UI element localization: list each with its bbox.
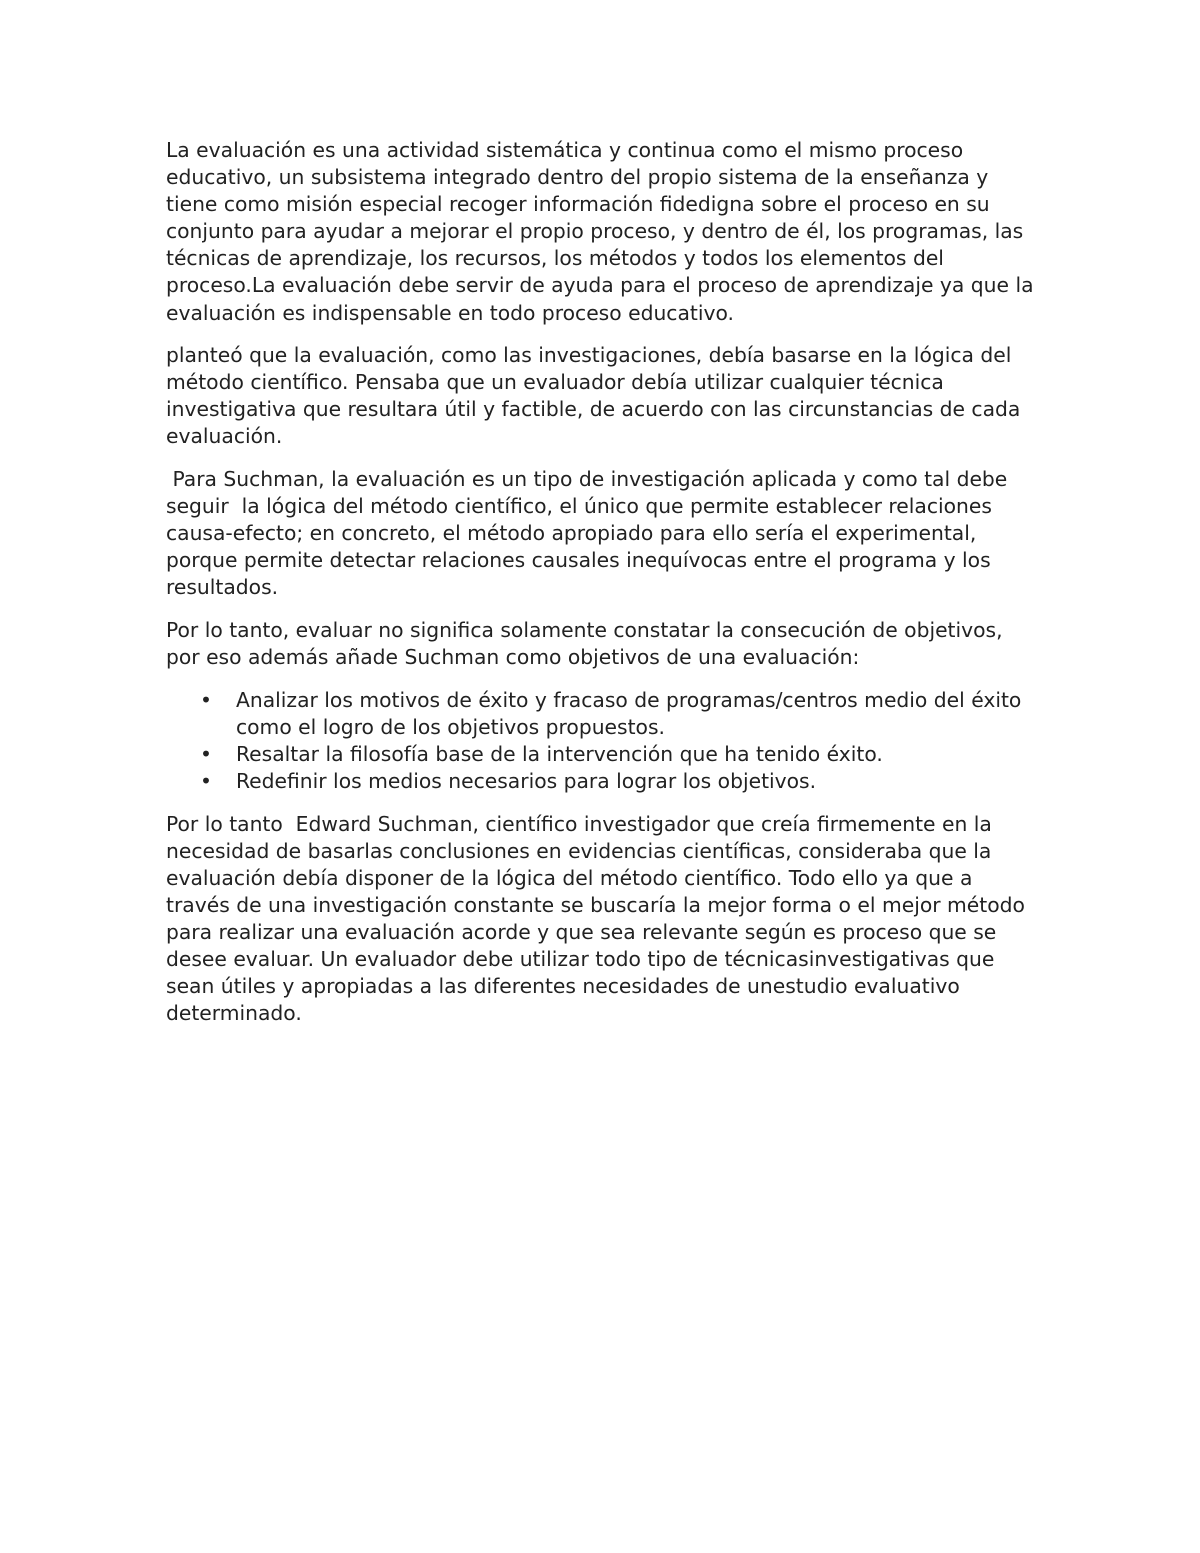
- paragraph-conclusion: Por lo tanto Edward Suchman, científico investigador que creía firmemente en la necesidad de basarlas conclusiones en evidencias científicas, consideraba que la evaluación debía disponer de la lógica del método científico. Todo ello ya que a través de una investigación constante se buscaría la mejor forma o el mejor método para realizar una evaluación acorde y que sea relevante según es proceso que se desee evaluar. Un evaluador debe utilizar todo tipo de técnicasinvestigativas que sean útiles y apropiadas a las diferentes necesidades de unestudio evaluativo determinado.: [166, 811, 1032, 1026]
- list-item: [166, 768, 1038, 795]
- list-item: [166, 741, 1038, 768]
- list-item-text: Redefinir los medios necesarios para lograr los objetivos.: [236, 768, 817, 793]
- list-item-text: Resaltar la filosofía base de la intervención que ha tenido éxito.: [236, 741, 883, 766]
- list-item-text: Analizar los motivos de éxito y fracaso de programas/centros medio del éxito como el logro de los objetivos propuestos.: [236, 687, 1022, 739]
- paragraph-objectives-intro: Por lo tanto, evaluar no significa solamente constatar la consecución de objetivos, por eso además añade Suchman como objetivos de una evaluación:: [166, 618, 1010, 670]
- list-item: [166, 687, 1038, 741]
- bullet-icon: •: [200, 768, 212, 793]
- document-body: [166, 137, 1038, 1043]
- paragraph-scientific-method: planteó que la evaluación, como las investigaciones, debía basarse en la lógica del método científico. Pensaba que un evaluador debía utilizar cualquier técnica investigativa que resultara útil y factible, de acuerdo con las circunstancias de cada evaluación.: [166, 343, 1027, 449]
- paragraph-suchman-research: Para Suchman, la evaluación es un tipo de investigación aplicada y como tal debe seguir la lógica del método científico, el único que permite establecer relaciones causa-efecto; en concreto, el método apropiado para ello sería el experimental, porque permite detectar relaciones causales inequívocas entre el programa y los resultados.: [166, 467, 1014, 600]
- bullet-icon: •: [200, 741, 212, 766]
- bullet-icon: •: [200, 687, 212, 712]
- objectives-list: [166, 687, 1038, 795]
- paragraph-evaluation-definition: La evaluación es una actividad sistemática y continua como el mismo proceso educativo, un subsistema integrado dentro del propio sistema de la enseñanza y tiene como misión especial recoger información fidedigna sobre el proceso en su conjunto para ayudar a mejorar el propio proceso, y dentro de él, los programas, las técnicas de aprendizaje, los recursos, los métodos y todos los elementos del proceso.La evaluación debe servir de ayuda para el proceso de aprendizaje ya que la evaluación es indispensable en todo proceso educativo.: [166, 138, 1040, 325]
